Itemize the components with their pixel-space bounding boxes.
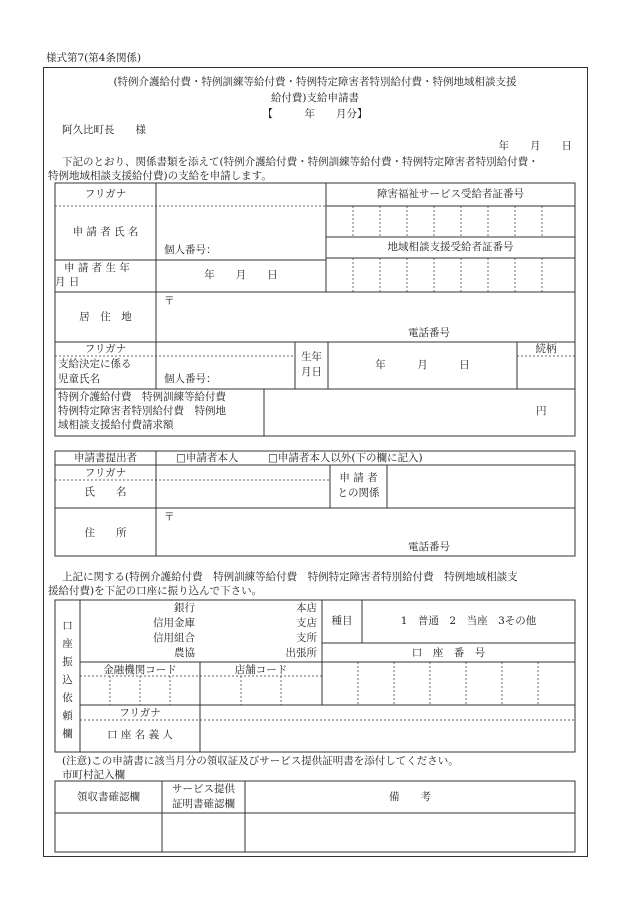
branch-code-label: 店舗コード bbox=[234, 664, 288, 676]
inst-code-label: 金融機関コード bbox=[103, 664, 177, 676]
date-line[interactable]: 年 月 日 bbox=[498, 140, 572, 152]
bank-side-char: 依 bbox=[62, 692, 73, 704]
holder-furigana-label: フリガナ bbox=[119, 707, 161, 719]
child-relation-label: 続柄 bbox=[535, 343, 557, 355]
applicant-birth-value[interactable]: 年 月 日 bbox=[204, 269, 278, 281]
cert-number-label: 障害福祉サービス受給者証番号 bbox=[377, 188, 524, 200]
submitter-relation-label-1: 申 請 者 bbox=[339, 472, 378, 484]
submitter-name-label: 氏 名 bbox=[84, 486, 127, 498]
address-label: 居 住 地 bbox=[79, 311, 132, 323]
remarks-label: 備 考 bbox=[389, 791, 431, 803]
transfer-line-1: 上記に関する(特例介護給付費 特例訓練等給付費 特例特定障害者特別給付費 特例地域相談支 bbox=[62, 571, 518, 583]
applicant-birth-label-1: 申 請 者 生 年 bbox=[64, 262, 130, 274]
applicant-kojin-label[interactable]: 個人番号： bbox=[164, 244, 217, 256]
intro-line-2: 特例地域相談支援給付費)の支給を申請します。 bbox=[48, 170, 272, 182]
attachment-note: (注意)この申請書に該当月分の領収証及びサービス提供証明書を添付してください。 bbox=[62, 755, 459, 767]
child-birth-value[interactable]: 年 月 日 bbox=[375, 359, 470, 371]
bank-side-char: 座 bbox=[62, 638, 73, 650]
branch-type-option[interactable]: 支店 bbox=[296, 617, 317, 629]
child-birth-label-1: 生年 bbox=[301, 351, 322, 363]
receipt-check-label: 領収書確認欄 bbox=[77, 791, 140, 803]
applicant-furigana-label: フリガナ bbox=[84, 188, 127, 200]
submitter-address-label: 住 所 bbox=[84, 527, 127, 539]
claim-label-1: 特例介護給付費 特例訓練等給付費 bbox=[58, 391, 226, 403]
chiiki-cert-label: 地域相談支援受給者証番号 bbox=[387, 241, 514, 253]
applicant-birth-label-2: 月 日 bbox=[55, 276, 80, 288]
addressee: 阿久比町長 様 bbox=[62, 124, 146, 136]
bank-type-option[interactable]: 信用金庫 bbox=[153, 617, 195, 629]
title-period: 【 年 月分】 bbox=[262, 108, 368, 120]
bank-side-char: 欄 bbox=[62, 728, 73, 740]
submitter-phone-label[interactable]: 電話番号 bbox=[408, 541, 450, 553]
title-line-2: 給付費)支給申請書 bbox=[270, 92, 360, 104]
account-kind-label: 種目 bbox=[331, 615, 353, 627]
municipal-section-title: 市町村記入欄 bbox=[62, 769, 125, 781]
holder-label: 口 座 名 義 人 bbox=[107, 729, 173, 741]
service-check-label-2: 証明書確認欄 bbox=[172, 798, 235, 810]
title-line-1: (特例介護給付費・特例訓練等給付費・特例特定障害者特別給付費・特例地域相談支援 bbox=[113, 76, 517, 88]
submitter-relation-label-2: との関係 bbox=[337, 487, 380, 499]
child-furigana-label: フリガナ bbox=[84, 343, 127, 355]
applicant-phone-label[interactable]: 電話番号 bbox=[408, 327, 450, 339]
service-check-label-1: サービス提供 bbox=[172, 783, 235, 795]
claim-unit: 円 bbox=[536, 405, 547, 417]
bank-type-option[interactable]: 信用組合 bbox=[153, 632, 195, 644]
claim-label-3: 域相談支援給付費請求額 bbox=[58, 419, 174, 431]
submitter-option-self[interactable]: □申請者本人 bbox=[176, 452, 239, 464]
child-birth-label-2: 月日 bbox=[301, 366, 322, 378]
applicant-name-label: 申 請 者 氏 名 bbox=[72, 226, 139, 238]
account-number-label: 口 座 番 号 bbox=[411, 647, 486, 659]
child-name-label-1: 支給決定に係る bbox=[58, 358, 132, 370]
transfer-line-2: 援給付費)を下記の口座に振り込んで下さい。 bbox=[48, 585, 263, 597]
bank-side-char: 込 bbox=[62, 674, 73, 686]
intro-line-1: 下記のとおり、関係書類を添えて(特例介護給付費・特例訓練等給付費・特例特定障害者特別給付費・ bbox=[62, 156, 539, 168]
bank-type-option[interactable]: 農協 bbox=[174, 647, 195, 659]
branch-type-option[interactable]: 支所 bbox=[296, 632, 317, 644]
submitter-option-other[interactable]: □申請者本人以外(下の欄に記入) bbox=[268, 452, 423, 464]
submitter-furigana-label: フリガナ bbox=[84, 467, 127, 479]
child-name-label-2: 児童氏名 bbox=[58, 373, 100, 385]
branch-type-option[interactable]: 出張所 bbox=[285, 647, 317, 659]
applicant-postal-mark: 〒 bbox=[164, 295, 175, 307]
claim-label-2: 特例特定障害者特別給付費 特例地 bbox=[58, 405, 226, 417]
bank-side-char: 口 bbox=[62, 620, 73, 632]
bank-side-char: 頼 bbox=[62, 710, 73, 722]
submitter-postal-mark: 〒 bbox=[164, 511, 175, 523]
submitter-label: 申請書提出者 bbox=[74, 452, 137, 464]
bank-side-char: 振 bbox=[62, 656, 73, 668]
form-number: 様式第7(第4条関係) bbox=[46, 52, 142, 64]
account-kind-options[interactable]: 1 普通 2 当座 3その他 bbox=[400, 615, 537, 627]
child-kojin-label[interactable]: 個人番号： bbox=[164, 373, 217, 385]
bank-type-option[interactable]: 銀行 bbox=[174, 602, 195, 614]
branch-type-option[interactable]: 本店 bbox=[296, 602, 317, 614]
